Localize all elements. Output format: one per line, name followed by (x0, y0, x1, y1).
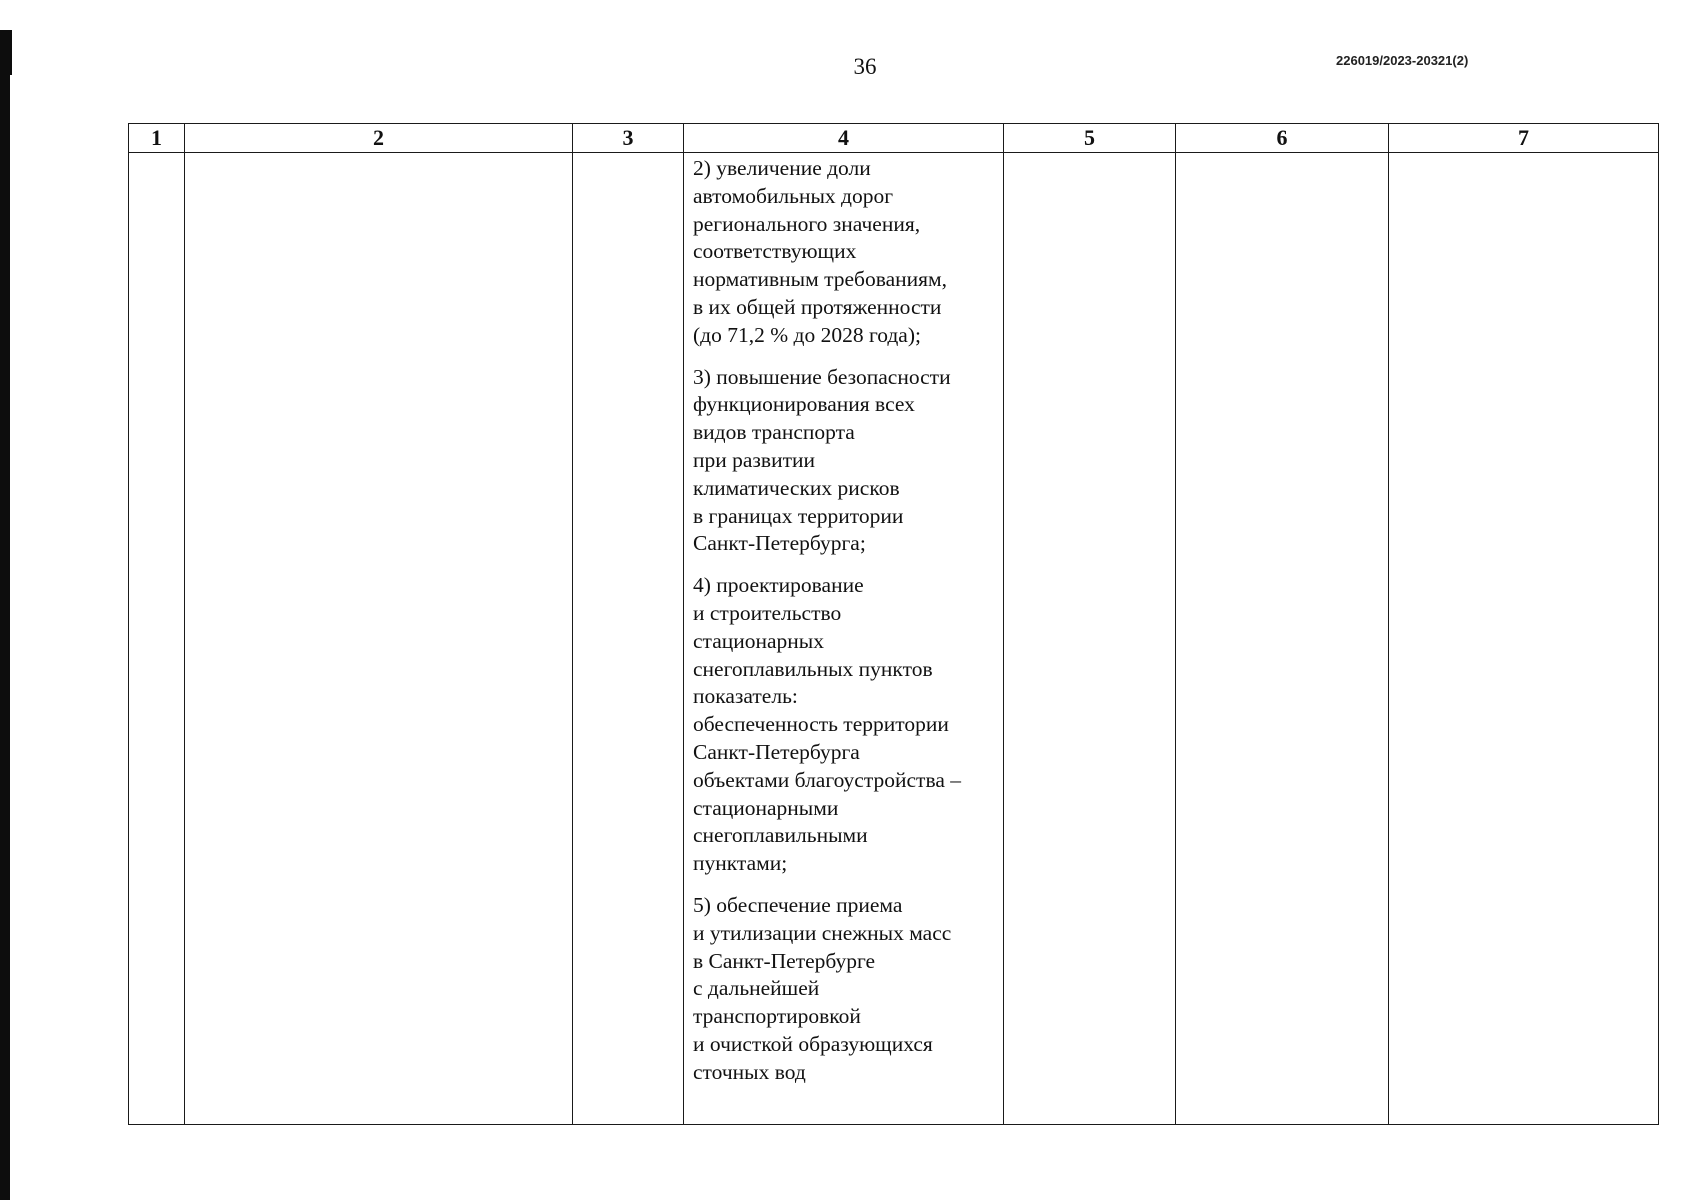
item-text-line: 4) проектирование (693, 573, 864, 598)
item-text-line: в их общей протяженности (693, 294, 942, 319)
item-text-line: сточных вод (693, 1059, 806, 1084)
item-text-line: регионального значения, (693, 211, 921, 236)
item-text-line: с дальнейшей (693, 976, 820, 1001)
item-text-line: видов транспорта (693, 420, 855, 445)
item-text-line: стационарных (693, 628, 825, 653)
cell-col-4 (684, 153, 1004, 1125)
item-text-line: показатель: (693, 684, 798, 709)
table-row (129, 153, 1659, 1125)
item-text-line: и утилизации снежных масс (693, 920, 952, 945)
item-text-line: 3) повышение безопасности (693, 364, 951, 389)
column-4-items (684, 153, 1003, 1087)
item-text-line: снегоплавильными (693, 823, 868, 848)
item-text-line: 5) обеспечение приема (693, 892, 903, 917)
item-text-line: 2) увеличение доли (693, 156, 871, 180)
column-header-3: 3 (573, 124, 684, 153)
column-header-2: 2 (185, 124, 573, 153)
item-text-line: пунктами; (693, 851, 788, 876)
cell-col-1 (129, 153, 185, 1125)
header-row (129, 124, 1659, 153)
item-text-line: обеспеченность территории (693, 712, 949, 737)
item-text-line: функционирования всех (693, 392, 915, 417)
item-text-line: объектами благоустройства – (693, 767, 961, 792)
item-text-line: и строительство (693, 600, 842, 625)
item-text-line: в границах территории (693, 503, 904, 528)
item-text-line: автомобильных дорог (693, 183, 894, 208)
item-text-line: при развитии (693, 447, 815, 472)
cell-col-3 (573, 153, 684, 1125)
item-text-line: и очисткой образующихся (693, 1031, 933, 1056)
item-text-line: нормативным требованиям, (693, 267, 948, 292)
item-text-line: в Санкт-Петербурге (693, 948, 876, 973)
cell-col-7 (1389, 153, 1659, 1125)
column-header-7: 7 (1389, 124, 1659, 153)
page-number: 36 (853, 54, 877, 79)
column-header-6: 6 (1176, 124, 1389, 153)
list-item (684, 892, 1003, 1087)
list-item (684, 155, 1003, 350)
data-table (128, 123, 1659, 1125)
item-text-line: транспортировкой (693, 1004, 861, 1029)
scan-edge (0, 30, 10, 1200)
cell-col-5 (1004, 153, 1176, 1125)
item-text-line: климатических рисков (693, 475, 900, 500)
item-text-line: соответствующих (693, 239, 857, 264)
cell-col-6 (1176, 153, 1389, 1125)
column-header-1: 1 (129, 124, 185, 153)
item-text-line: Санкт-Петербурга; (693, 531, 866, 556)
column-header-4: 4 (684, 124, 1004, 153)
column-header-5: 5 (1004, 124, 1176, 153)
list-item (684, 572, 1003, 878)
list-item (684, 364, 1003, 559)
scan-edge-notch (8, 30, 12, 75)
item-text-line: Санкт-Петербурга (693, 739, 860, 764)
item-text-line: (до 71,2 % до 2028 года); (693, 322, 921, 347)
document-id: 226019/2023-20321(2) (1336, 53, 1469, 68)
cell-col-2 (185, 153, 573, 1125)
item-text-line: снегоплавильных пунктов (693, 656, 933, 681)
item-text-line: стационарными (693, 795, 839, 820)
